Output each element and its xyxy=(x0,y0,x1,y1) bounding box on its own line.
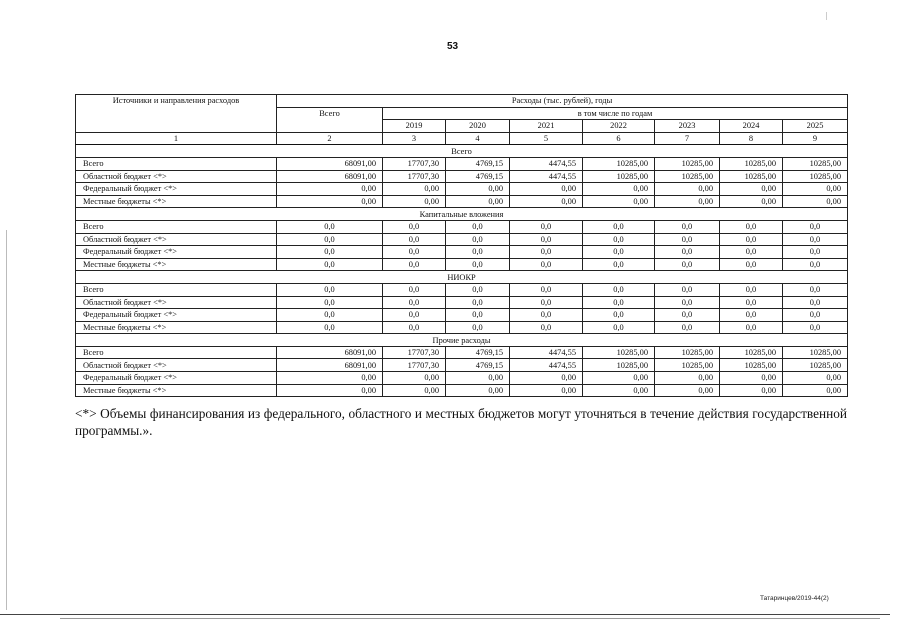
value-cell: 0,00 xyxy=(277,183,383,196)
header-total: Всего xyxy=(277,107,383,132)
row-label: Федеральный бюджет <*> xyxy=(76,246,277,259)
value-cell: 0,00 xyxy=(783,384,848,397)
value-cell: 0,0 xyxy=(720,321,783,334)
value-cell: 0,0 xyxy=(277,283,383,296)
value-cell: 0,0 xyxy=(783,220,848,233)
value-cell: 0,0 xyxy=(446,220,510,233)
value-cell: 0,0 xyxy=(446,296,510,309)
table-row xyxy=(76,384,848,397)
scan-edge-line xyxy=(60,618,880,619)
row-label: Федеральный бюджет <*> xyxy=(76,183,277,196)
value-cell: 0,0 xyxy=(383,296,446,309)
table-row xyxy=(76,309,848,322)
value-cell: 0,0 xyxy=(277,233,383,246)
value-cell: 10285,00 xyxy=(720,359,783,372)
value-cell: 0,00 xyxy=(510,384,583,397)
row-label: Всего xyxy=(76,346,277,359)
row-label: Местные бюджеты <*> xyxy=(76,321,277,334)
value-cell: 0,00 xyxy=(277,372,383,385)
value-cell: 10285,00 xyxy=(720,157,783,170)
col-index-cell: 9 xyxy=(783,132,848,145)
value-cell: 0,0 xyxy=(655,258,720,271)
row-label: Местные бюджеты <*> xyxy=(76,195,277,208)
value-cell: 4769,15 xyxy=(446,359,510,372)
section-title: Всего xyxy=(76,145,848,158)
row-label: Областной бюджет <*> xyxy=(76,296,277,309)
page-number: 53 xyxy=(446,41,459,52)
value-cell: 10285,00 xyxy=(655,346,720,359)
value-cell: 4769,15 xyxy=(446,170,510,183)
table-row xyxy=(76,220,848,233)
value-cell: 0,00 xyxy=(383,384,446,397)
value-cell: 0,0 xyxy=(383,246,446,259)
value-cell: 0,00 xyxy=(277,384,383,397)
value-cell: 0,0 xyxy=(783,321,848,334)
value-cell: 0,0 xyxy=(510,220,583,233)
value-cell: 0,00 xyxy=(655,183,720,196)
value-cell: 0,00 xyxy=(583,384,655,397)
year-cell: 2024 xyxy=(720,120,783,133)
col-index-cell: 6 xyxy=(583,132,655,145)
value-cell: 0,0 xyxy=(655,321,720,334)
table-row xyxy=(76,346,848,359)
year-cell: 2023 xyxy=(655,120,720,133)
value-cell: 0,00 xyxy=(583,183,655,196)
value-cell: 0,0 xyxy=(446,233,510,246)
table-row xyxy=(76,195,848,208)
table-row xyxy=(76,258,848,271)
footnote: <*> Объемы финансирования из федерального, областного и местных бюджетов могут уточняться в течение действия государственной программы.». xyxy=(75,406,847,438)
year-cell: 2020 xyxy=(446,120,510,133)
value-cell: 0,0 xyxy=(720,283,783,296)
section-header-row xyxy=(76,208,848,221)
row-label: Федеральный бюджет <*> xyxy=(76,372,277,385)
value-cell: 0,0 xyxy=(446,321,510,334)
value-cell: 10285,00 xyxy=(583,346,655,359)
value-cell: 0,0 xyxy=(583,296,655,309)
value-cell: 0,00 xyxy=(783,195,848,208)
value-cell: 0,0 xyxy=(510,233,583,246)
value-cell: 0,00 xyxy=(383,372,446,385)
value-cell: 0,00 xyxy=(383,195,446,208)
row-label: Всего xyxy=(76,220,277,233)
value-cell: 0,0 xyxy=(277,321,383,334)
value-cell: 0,0 xyxy=(783,258,848,271)
table-row xyxy=(76,157,848,170)
table-row xyxy=(76,283,848,296)
value-cell: 0,0 xyxy=(510,283,583,296)
col-index-cell: 2 xyxy=(277,132,383,145)
value-cell: 0,00 xyxy=(720,372,783,385)
value-cell: 68091,00 xyxy=(277,170,383,183)
value-cell: 0,00 xyxy=(277,195,383,208)
section-header-row xyxy=(76,271,848,284)
value-cell: 0,00 xyxy=(783,372,848,385)
value-cell: 4474,55 xyxy=(510,346,583,359)
section-title: Капитальные вложения xyxy=(76,208,848,221)
value-cell: 0,0 xyxy=(383,309,446,322)
col-index-cell: 4 xyxy=(446,132,510,145)
value-cell: 0,00 xyxy=(720,384,783,397)
value-cell: 0,0 xyxy=(583,283,655,296)
value-cell: 0,0 xyxy=(510,258,583,271)
header-source-col: Источники и направления расходов xyxy=(76,95,277,133)
row-label: Областной бюджет <*> xyxy=(76,233,277,246)
column-index-row xyxy=(76,132,848,145)
value-cell: 0,0 xyxy=(655,309,720,322)
scan-edge-line xyxy=(0,614,890,615)
value-cell: 10285,00 xyxy=(655,157,720,170)
value-cell: 10285,00 xyxy=(783,346,848,359)
document-code: Татаринцев/2019-44(2) xyxy=(760,595,829,602)
value-cell: 0,0 xyxy=(277,258,383,271)
budget-table xyxy=(75,94,848,397)
value-cell: 0,0 xyxy=(720,220,783,233)
year-cell: 2019 xyxy=(383,120,446,133)
value-cell: 10285,00 xyxy=(655,359,720,372)
row-label: Областной бюджет <*> xyxy=(76,359,277,372)
table-row xyxy=(76,246,848,259)
value-cell: 0,0 xyxy=(783,283,848,296)
value-cell: 0,0 xyxy=(383,233,446,246)
value-cell: 0,0 xyxy=(277,246,383,259)
value-cell: 0,00 xyxy=(583,195,655,208)
value-cell: 68091,00 xyxy=(277,157,383,170)
value-cell: 10285,00 xyxy=(783,157,848,170)
value-cell: 0,0 xyxy=(383,258,446,271)
value-cell: 0,00 xyxy=(720,195,783,208)
row-label: Областной бюджет <*> xyxy=(76,170,277,183)
value-cell: 0,00 xyxy=(655,372,720,385)
value-cell: 68091,00 xyxy=(277,346,383,359)
value-cell: 10285,00 xyxy=(720,170,783,183)
value-cell: 10285,00 xyxy=(583,359,655,372)
value-cell: 0,0 xyxy=(720,296,783,309)
value-cell: 0,0 xyxy=(277,309,383,322)
scan-edge-line xyxy=(6,230,7,610)
value-cell: 17707,30 xyxy=(383,346,446,359)
value-cell: 10285,00 xyxy=(655,170,720,183)
scan-edge-line xyxy=(826,12,827,20)
section-header-row xyxy=(76,334,848,347)
header-by-years: в том числе по годам xyxy=(383,107,848,120)
value-cell: 68091,00 xyxy=(277,359,383,372)
value-cell: 0,0 xyxy=(720,233,783,246)
value-cell: 10285,00 xyxy=(720,346,783,359)
value-cell: 0,0 xyxy=(655,283,720,296)
header-expenses: Расходы (тыс. рублей), годы xyxy=(277,95,848,108)
section-header-row xyxy=(76,145,848,158)
section-title: НИОКР xyxy=(76,271,848,284)
value-cell: 10285,00 xyxy=(583,170,655,183)
value-cell: 0,0 xyxy=(720,258,783,271)
value-cell: 0,0 xyxy=(783,233,848,246)
table-row xyxy=(76,170,848,183)
year-cell: 2021 xyxy=(510,120,583,133)
table-row xyxy=(76,359,848,372)
year-cell: 2022 xyxy=(583,120,655,133)
value-cell: 0,0 xyxy=(510,296,583,309)
value-cell: 4474,55 xyxy=(510,170,583,183)
value-cell: 0,00 xyxy=(510,183,583,196)
value-cell: 0,00 xyxy=(446,195,510,208)
row-label: Всего xyxy=(76,283,277,296)
col-index-cell: 8 xyxy=(720,132,783,145)
table-row xyxy=(76,233,848,246)
table-body xyxy=(76,145,848,397)
value-cell: 4474,55 xyxy=(510,157,583,170)
value-cell: 17707,30 xyxy=(383,170,446,183)
row-label: Всего xyxy=(76,157,277,170)
value-cell: 0,0 xyxy=(277,220,383,233)
table-row xyxy=(76,321,848,334)
value-cell: 0,0 xyxy=(783,296,848,309)
value-cell: 0,0 xyxy=(510,309,583,322)
value-cell: 0,00 xyxy=(655,195,720,208)
value-cell: 0,0 xyxy=(720,246,783,259)
value-cell: 10285,00 xyxy=(783,359,848,372)
value-cell: 0,0 xyxy=(655,246,720,259)
table-row xyxy=(76,296,848,309)
value-cell: 0,0 xyxy=(446,283,510,296)
value-cell: 0,0 xyxy=(583,258,655,271)
value-cell: 0,0 xyxy=(655,233,720,246)
value-cell: 0,0 xyxy=(383,220,446,233)
value-cell: 0,0 xyxy=(783,246,848,259)
section-title: Прочие расходы xyxy=(76,334,848,347)
value-cell: 0,0 xyxy=(510,246,583,259)
value-cell: 0,00 xyxy=(446,372,510,385)
row-label: Федеральный бюджет <*> xyxy=(76,309,277,322)
value-cell: 0,00 xyxy=(446,183,510,196)
value-cell: 0,0 xyxy=(583,309,655,322)
value-cell: 0,0 xyxy=(383,321,446,334)
value-cell: 0,0 xyxy=(383,283,446,296)
value-cell: 0,00 xyxy=(720,183,783,196)
value-cell: 0,0 xyxy=(583,220,655,233)
value-cell: 0,00 xyxy=(655,384,720,397)
value-cell: 0,0 xyxy=(583,233,655,246)
value-cell: 0,00 xyxy=(510,195,583,208)
value-cell: 0,00 xyxy=(510,372,583,385)
row-label: Местные бюджеты <*> xyxy=(76,258,277,271)
value-cell: 0,0 xyxy=(783,309,848,322)
table-row xyxy=(76,183,848,196)
value-cell: 4474,55 xyxy=(510,359,583,372)
value-cell: 0,0 xyxy=(510,321,583,334)
value-cell: 0,0 xyxy=(655,296,720,309)
value-cell: 0,00 xyxy=(383,183,446,196)
value-cell: 0,0 xyxy=(655,220,720,233)
value-cell: 4769,15 xyxy=(446,346,510,359)
value-cell: 0,0 xyxy=(446,309,510,322)
value-cell: 0,00 xyxy=(783,183,848,196)
row-label: Местные бюджеты <*> xyxy=(76,384,277,397)
year-cell: 2025 xyxy=(783,120,848,133)
value-cell: 10285,00 xyxy=(783,170,848,183)
value-cell: 0,0 xyxy=(583,321,655,334)
col-index-cell: 5 xyxy=(510,132,583,145)
value-cell: 0,0 xyxy=(446,258,510,271)
value-cell: 10285,00 xyxy=(583,157,655,170)
value-cell: 17707,30 xyxy=(383,157,446,170)
value-cell: 0,0 xyxy=(277,296,383,309)
value-cell: 17707,30 xyxy=(383,359,446,372)
col-index-cell: 3 xyxy=(383,132,446,145)
col-index-cell: 1 xyxy=(76,132,277,145)
table-row xyxy=(76,372,848,385)
value-cell: 4769,15 xyxy=(446,157,510,170)
value-cell: 0,0 xyxy=(446,246,510,259)
value-cell: 0,00 xyxy=(446,384,510,397)
col-index-cell: 7 xyxy=(655,132,720,145)
value-cell: 0,0 xyxy=(583,246,655,259)
value-cell: 0,00 xyxy=(583,372,655,385)
value-cell: 0,0 xyxy=(720,309,783,322)
